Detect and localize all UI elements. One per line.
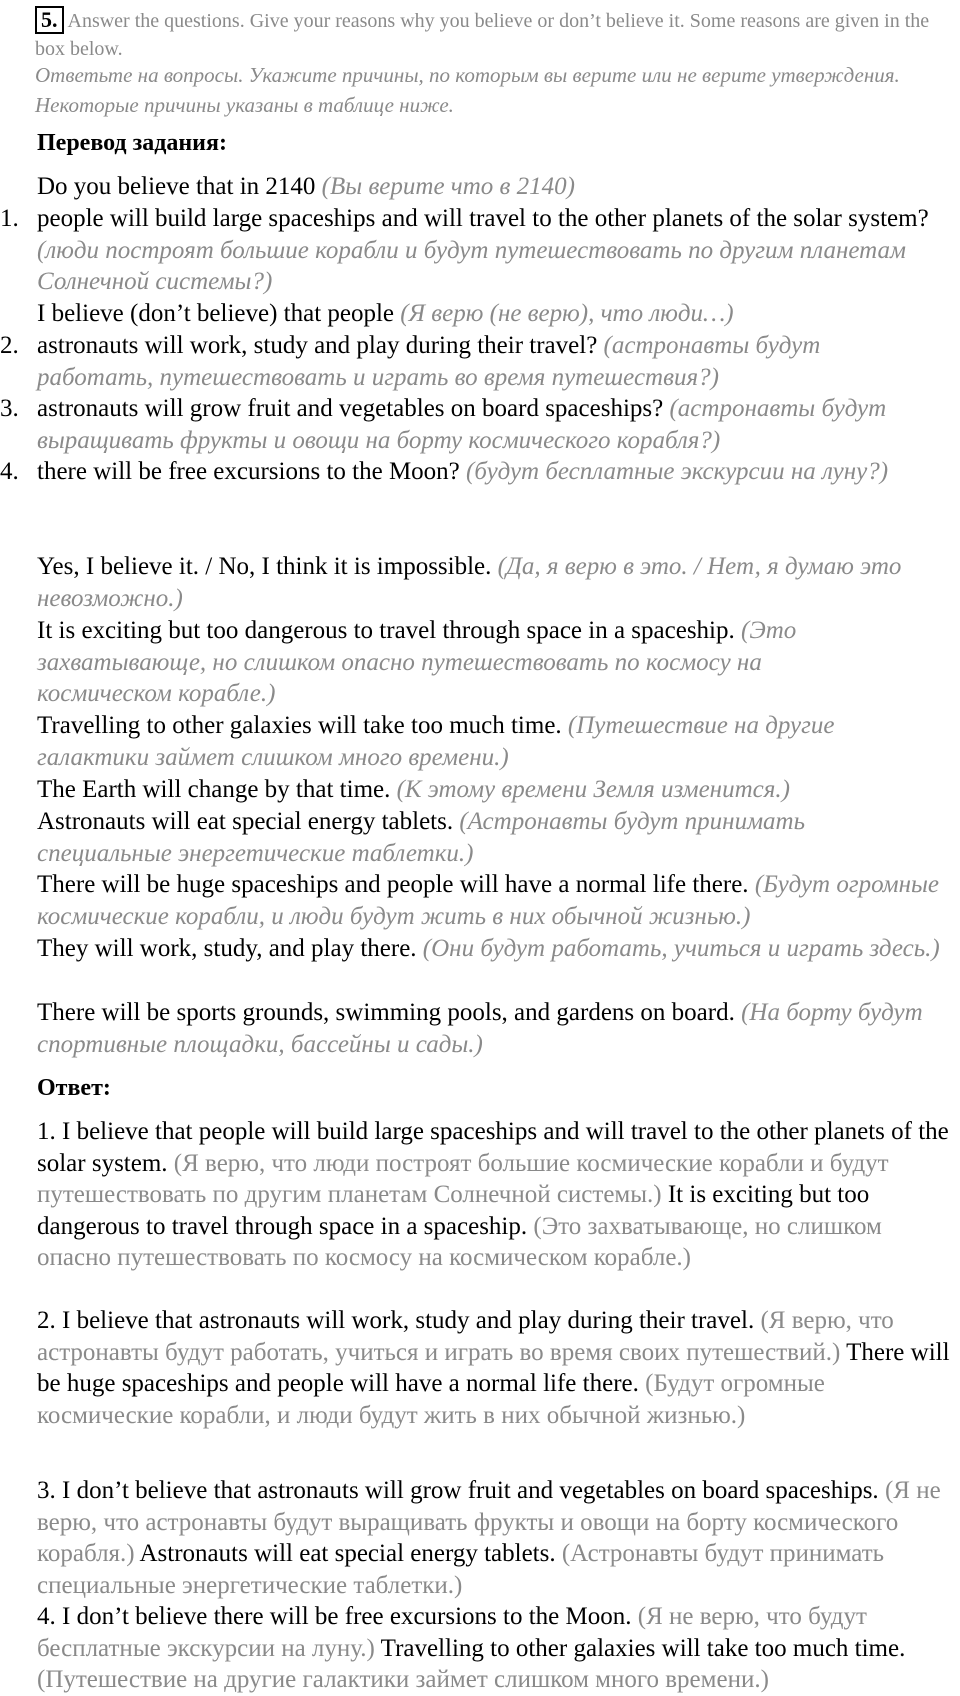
question-en: people will build large spaceships and will travel to the other planets of the solar system? xyxy=(37,205,929,232)
reason-5 xyxy=(37,806,917,869)
answer-reason-ru: (Будут огромные космические корабли, и люди будут жить в них обычной жизнью.) xyxy=(37,1370,825,1429)
reason-ru: (Путешествие на другие галактики займет слишком много времени.) xyxy=(37,712,835,771)
reason-ru: (Да, я верю в это. / Нет, я думаю это невозможно.) xyxy=(37,553,902,612)
intro-en: Do you believe that in 2140 xyxy=(37,173,316,200)
reason-6 xyxy=(37,869,957,932)
reason-ru: (Астронавты будут принимать специальные энергетические таблетки.) xyxy=(37,808,805,867)
reason-7 xyxy=(37,933,952,965)
answer-1 xyxy=(37,1116,957,1274)
question-number: 1. xyxy=(0,205,19,232)
answer-4 xyxy=(37,1601,957,1696)
reason-8 xyxy=(37,997,952,1060)
reason-en: They will work, study, and play there. xyxy=(37,935,417,962)
answer-reason-ru: (Это захватывающе, но слишком опасно путешествовать по космосу на космическом корабле.) xyxy=(37,1212,882,1271)
answer-main-en: 4. I don’t believe there will be free excursions to the Moon. xyxy=(37,1603,632,1630)
answer-3 xyxy=(37,1475,957,1601)
reason-ru: (На борту будут спортивные площадки, бассейны и сады.) xyxy=(37,999,923,1058)
question-ru: (астронавты будут выращивать фрукты и овощи на борту космического корабля?) xyxy=(37,395,887,454)
answer-main-ru: (Я не верю, что астронавты будут выращивать фрукты и овощи на борту космического корабля.) xyxy=(37,1477,941,1567)
answer-heading: Ответ: xyxy=(37,1075,111,1101)
reason-en: The Earth will change by that time. xyxy=(37,776,391,803)
question-number: 4. xyxy=(0,458,19,485)
translation-heading: Перевод задания: xyxy=(37,130,227,156)
question-en: astronauts will grow fruit and vegetables on board spaceships? xyxy=(37,395,664,422)
question-number: 2. xyxy=(0,332,19,359)
answer-reason-en: There will be huge spaceships and people will have a normal life there. xyxy=(37,1338,950,1397)
answer-2 xyxy=(37,1305,957,1431)
answer-main-en: 3. I don’t believe that astronauts will grow fruit and vegetables on board spaceships. xyxy=(37,1477,879,1504)
answer-reason-ru: (Астронавты будут принимать специальные энергетические таблетки.) xyxy=(37,1540,885,1599)
question-en: there will be free excursions to the Moon? xyxy=(37,458,460,485)
reason-ru: (Будут огромные космические корабли, и люди будут жить в них обычной жизнью.) xyxy=(37,871,940,930)
reason-en: Travelling to other galaxies will take too much time. xyxy=(37,712,562,739)
question-ru: (астронавты будут работать, путешествовать и играть во время путешествия?) xyxy=(37,332,821,391)
reason-en: Yes, I believe it. / No, I think it is impossible. xyxy=(37,553,492,580)
question-ru: (будут бесплатные экскурсии на луну?) xyxy=(466,458,889,485)
task-instruction-ru: Ответьте на вопросы. Укажите причины, по которым вы верите или не верите утверждения. Некоторые причины указаны в таблице ниже. xyxy=(35,63,900,117)
answer-main-ru: (Я верю, что люди построят большие космические корабли и будут путешествовать по другим планетам Солнечной системы.) xyxy=(37,1149,889,1208)
reason-ru: (Это захватывающе, но слишком опасно путешествовать по космосу на космическом корабле.) xyxy=(37,617,797,707)
question-ru: (люди построят большие корабли и будут путешествовать по другим планетам Солнечной системы?) xyxy=(37,236,906,295)
reason-ru: (К этому времени Земля изменится.) xyxy=(396,776,790,803)
question-1 xyxy=(0,203,942,298)
answer-reason-en: It is exciting but too dangerous to travel through space in a spaceship. xyxy=(37,1181,870,1240)
answer-main-ru: (Я не верю, что будут бесплатные экскурсии на луну.) xyxy=(37,1603,867,1662)
reason-en: It is exciting but too dangerous to travel through space in a spaceship. xyxy=(37,617,735,644)
intro-ru: (Вы верите что в 2140) xyxy=(321,173,575,200)
answer-reason-en: Travelling to other galaxies will take too much time. xyxy=(380,1634,906,1662)
answer-reason-ru: (Путешествие на другие галактики займет слишком много времени.) xyxy=(37,1666,769,1693)
question-3 xyxy=(0,393,917,456)
reason-4 xyxy=(37,774,952,806)
reason-en: There will be sports grounds, swimming pools, and gardens on board. xyxy=(37,999,735,1026)
question-2 xyxy=(0,330,917,393)
answer-main-en: 1. I believe that people will build large spaceships and will travel to the other planets of the solar system. xyxy=(37,1118,949,1177)
task-header xyxy=(35,6,950,63)
question-number: 3. xyxy=(0,395,19,422)
question-en: astronauts will work, study and play during their travel? xyxy=(37,332,598,359)
intro-line xyxy=(37,171,952,203)
reason-3 xyxy=(37,710,952,773)
template-en: I believe (don’t believe) that people xyxy=(37,300,395,327)
believe-template-line xyxy=(37,298,952,330)
answer-reason-en: Astronauts will eat special energy tablets. xyxy=(139,1540,556,1567)
task-number: 5. xyxy=(35,6,64,34)
reason-en: There will be huge spaceships and people will have a normal life there. xyxy=(37,871,749,898)
question-4 xyxy=(0,456,917,488)
template-ru: (Я верю (не верю), что люди…) xyxy=(400,300,734,327)
reason-2 xyxy=(37,615,897,710)
task-instruction-en: Answer the questions. Give your reasons why you believe or don’t believe it. Some reasons are given in the box below. xyxy=(35,10,930,60)
reason-1 xyxy=(37,551,952,614)
answer-main-ru: (Я верю, что астронавты будут работать, учиться и играть во время своих путешествий.) xyxy=(37,1307,894,1366)
reason-en: Astronauts will eat special energy tablets. xyxy=(37,808,454,835)
answer-main-en: 2. I believe that astronauts will work, study and play during their travel. xyxy=(37,1307,755,1334)
reason-ru: (Они будут работать, учиться и играть здесь.) xyxy=(422,935,940,962)
